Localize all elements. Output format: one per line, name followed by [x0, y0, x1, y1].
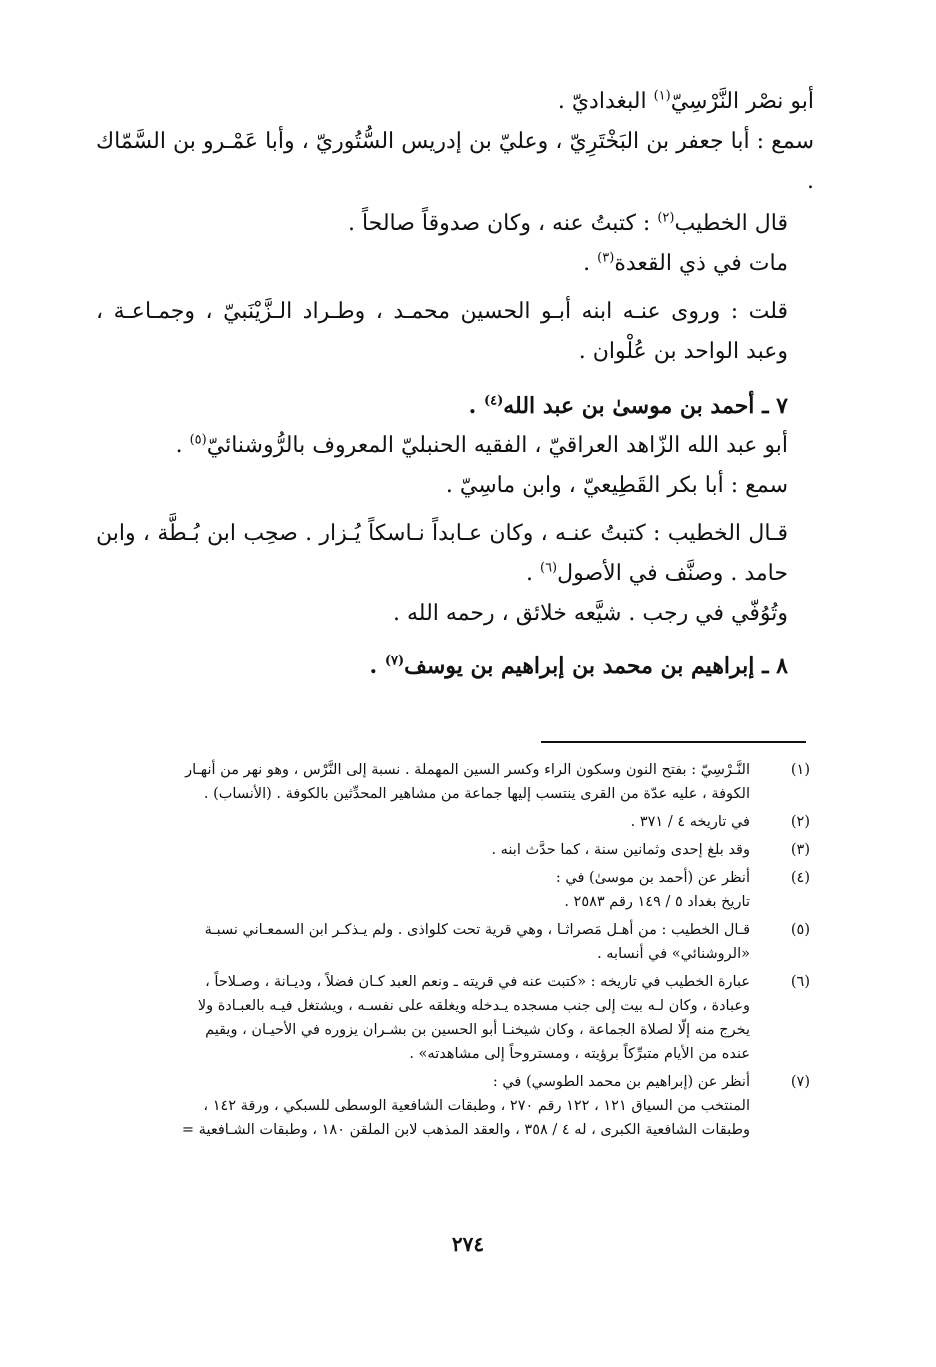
footnote-text: [100, 1070, 750, 1142]
paragraph: [96, 292, 814, 372]
text-line: وتُوُفّي في رجب . شيَّعه خلائق ، رحمه الله .: [393, 601, 788, 626]
text-line: سمع : أبا بكر القَطِيعيّ ، وابن ماسِيّ .: [445, 473, 788, 498]
footnote-line: الكوفة ، عليه عدّة من القرى ينتسب إليها جماعة من مشاهير المحدِّثين بالكوفة . (الأنساب) .: [203, 786, 750, 802]
footnote: [100, 1070, 816, 1142]
footnote-number: (١): [790, 762, 810, 778]
heading-text: ٨ ـ إبراهيم بن محمد بن إبراهيم بن يوسف$^{(٧)}$ .: [369, 653, 788, 679]
paragraph: [96, 204, 814, 244]
footnote-reference: (٢): [657, 210, 675, 226]
footnote: [100, 758, 816, 806]
footnote-line: قـال الخطيب : من أهـل مَصراثـا ، وهي قرية تحت كلواذى . ولم يـذكـر ابن السمعـاني نسبـة: [204, 922, 750, 938]
footnote-line: عنده من الأيام متبرِّكاً برؤيته ، ومستروحاً إلى مشاهدته» .: [409, 1046, 750, 1062]
footnote-line: أنظر عن (إبراهيم بن محمد الطوسي) في :: [492, 1074, 750, 1090]
paragraph: [96, 244, 814, 284]
footnote-number: (٥): [790, 922, 810, 938]
text-line: قـال الخطيب : كتبتُ عنـه ، وكان عـابداً نـاسكاً يُـزار . صحِب ابن بُـطَّة ، وابن حامد . وصنَّف في الأصول$^{(٦)}$ .: [96, 521, 788, 586]
paragraph: [96, 426, 814, 466]
text-line: مات في ذي القعدة$^{(٣)}$ .: [583, 250, 788, 276]
main-text: [96, 82, 814, 686]
footnotes: [100, 758, 816, 1146]
footnote-number: (٤): [790, 870, 810, 886]
footnote-line: وطبقات الشافعية الكبرى ، له ٤ / ٣٥٨ ، والعقد المذهب لابن الملقن ١٨٠ ، وطبقات الشـافعية =: [181, 1122, 750, 1138]
footnote-line: أنظر عن (أحمد بن موسىٰ) في :: [555, 870, 750, 886]
footnote-line: في تاريخه ٤ / ٣٧١ .: [630, 814, 750, 830]
footnote-reference: (٤): [483, 393, 504, 409]
footnote-number: (٣): [790, 842, 810, 858]
footnote-number: (٧): [790, 1074, 810, 1090]
footnote-text: [100, 838, 750, 862]
page-number: ٢٧٤: [451, 1232, 485, 1256]
footnote-reference: (٧): [384, 653, 405, 669]
footnote-divider: [541, 741, 806, 743]
footnote: [100, 810, 816, 834]
paragraph: [96, 466, 814, 506]
footnote-text: [100, 866, 750, 914]
text-line: قال الخطيب$^{(٢)}$ : كتبتُ عنه ، وكان صدوقاً صالحاً .: [347, 210, 788, 236]
text-line: أبو عبد الله الزّاهد العراقيّ ، الفقيه الحنبليّ المعروف بالرُّوشنائيّ$^{(٥)}$ .: [175, 432, 788, 458]
footnote-reference: (٣): [597, 250, 615, 266]
footnote-number: (٢): [790, 814, 810, 830]
text-line: سمع : أبا جعفر بن البَخْتَرِيّ ، وعليّ بن إدريس السُّتُوريّ ، وأبا عَمْـرو بن السَّمّاك .: [96, 129, 814, 194]
footnote-text: [100, 810, 750, 834]
paragraph: [96, 514, 814, 594]
footnote-text: [100, 918, 750, 966]
footnote-line: المنتخب من السياق ١٢١ ، ١٢٢ رقم ٢٧٠ ، وطبقات الشافعية الوسطى للسبكي ، ورقة ١٤٢ ،: [203, 1098, 750, 1114]
footnote-line: وقد بلغ إحدى وثمانين سنة ، كما حدَّث ابنه .: [491, 842, 750, 858]
footnote-line: «الروشنائي» في أنسابه .: [597, 946, 750, 962]
footnote-reference: (٦): [539, 560, 558, 576]
footnote-line: النَّـرْسِيّ : بفتح النون وسكون الراء وكسر السين المهملة . نسبة إلى النَّرْس ، وهو نهر من أنهـار: [185, 762, 750, 778]
footnote-line: عبارة الخطيب في تاريخه : «كتبت عنه في قريته ـ ونعم العبد كـان فضلاً ، وديـانة ، وصـلاحاً ،: [205, 974, 750, 990]
footnote-line: تاريخ بغداد ٥ / ١٤٩ رقم ٢٥٨٣ .: [564, 894, 750, 910]
footnote-text: [100, 970, 750, 1066]
footnote: [100, 970, 816, 1066]
footnote: [100, 918, 816, 966]
text-line: أبو نصْر النَّرْسِيّ$^{(١)}$ البغداديّ .: [557, 88, 814, 114]
paragraph: [96, 594, 814, 634]
text-line: قلت : وروى عنـه ابنه أبـو الحسين محمـد ، وطـراد الـزَّيْنَبيّ ، وجمـاعـة ، وعبد الواحد بن عُلْوان .: [96, 299, 788, 364]
footnote-number: (٦): [790, 974, 810, 990]
paragraph: [96, 122, 814, 202]
entry-heading: [96, 386, 814, 426]
footnote-line: وعبادة ، وكان لـه بيت إلى جنب مسجده يـدخله ويغلقه على نفسـه ، ويشتغل فيـه بالعبـادة ولا: [197, 998, 750, 1014]
footnote-reference: (٥): [189, 432, 207, 448]
paragraph: [96, 82, 814, 122]
footnote-text: [100, 758, 750, 806]
heading-text: ٧ ـ أحمد بن موسىٰ بن عبد الله$^{(٤)}$ .: [468, 393, 788, 419]
footnote-reference: (١): [653, 88, 671, 104]
footnote-line: يخرج منه إلّا لصلاة الجماعة ، وكان شيخنـا أبو الحسين بن بشـران يزوره في الأحيـان ، ويقيم: [205, 1022, 750, 1038]
footnote: [100, 838, 816, 862]
footnote: [100, 866, 816, 914]
entry-heading: [96, 646, 814, 686]
